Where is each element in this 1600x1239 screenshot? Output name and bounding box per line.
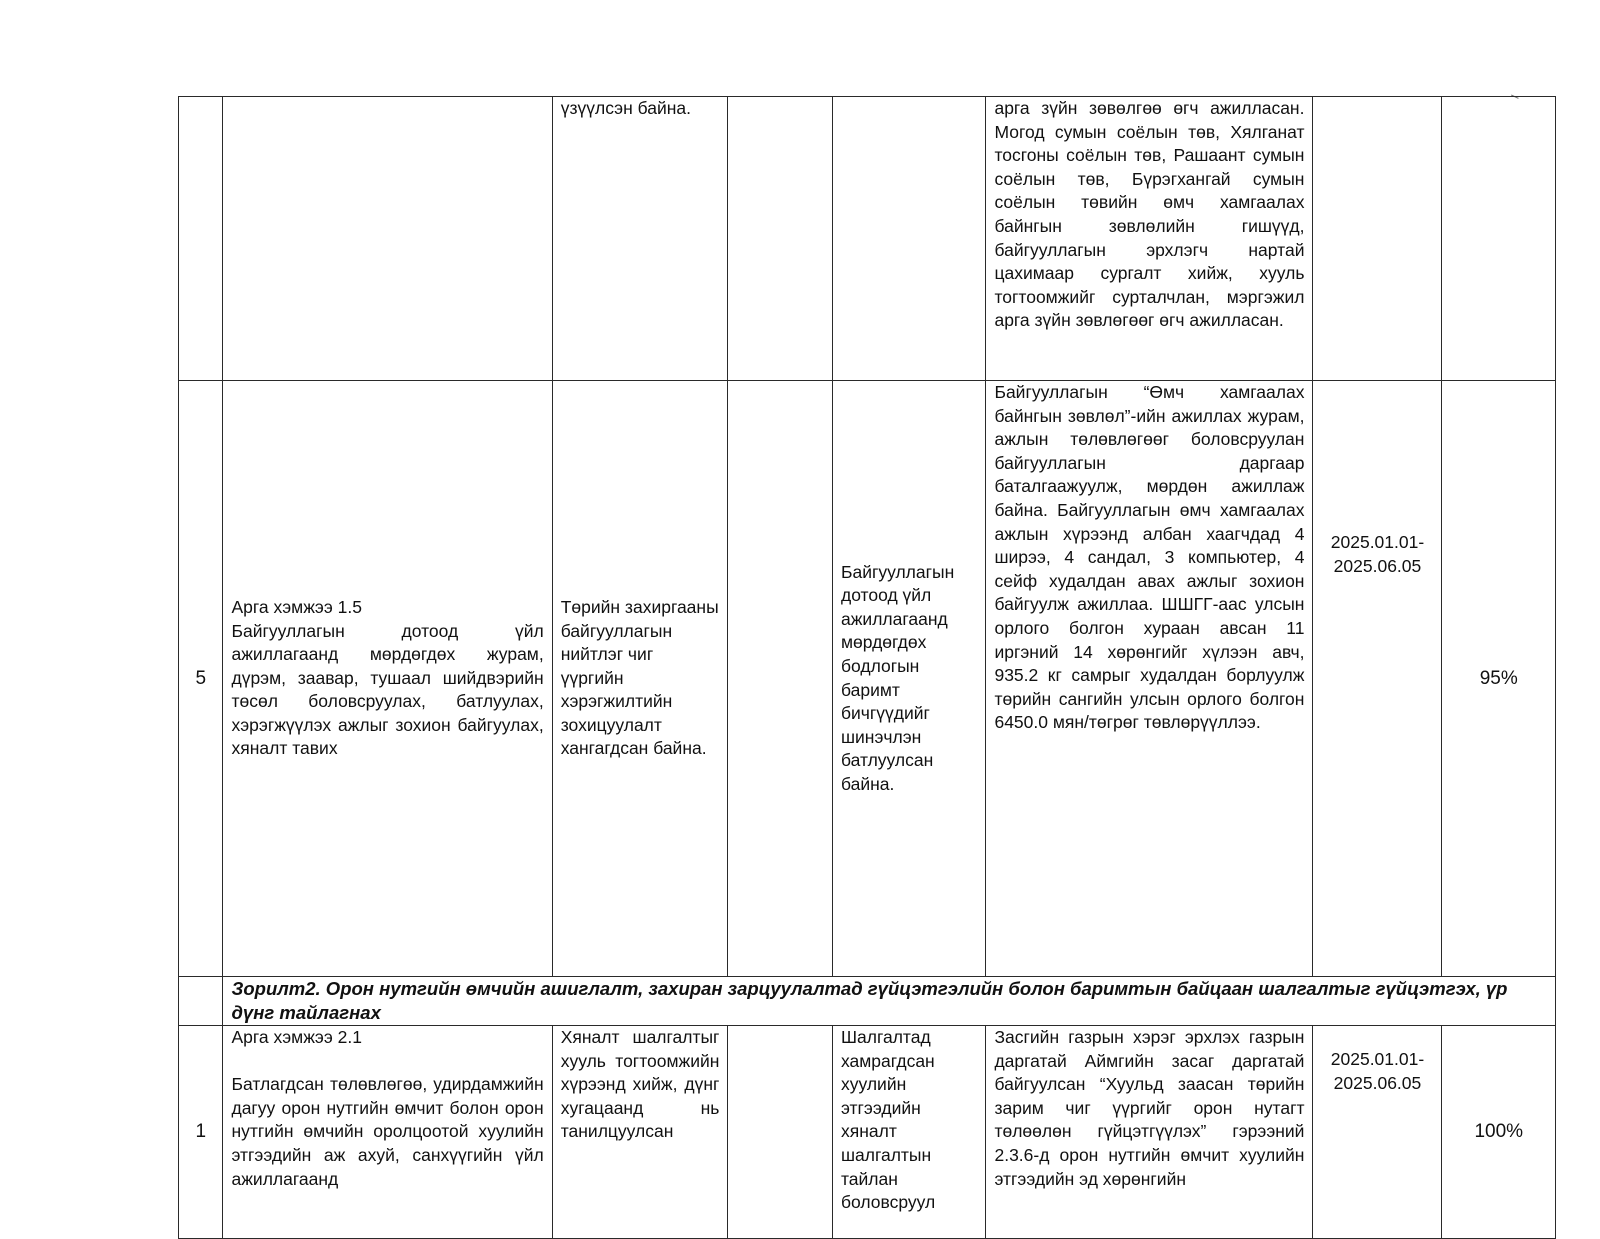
indicator-cell: Байгууллагын дотоод үйл ажиллагаанд мөрдөгдөх бодлогын баримт бичгүүдийг шинэчлэн батлуулсан байна.: [832, 381, 985, 977]
date-cell: 2025.01.01-2025.06.05: [1313, 381, 1442, 977]
result-cell: Засгийн газрын хэрэг эрхлэх газрын даргатай Аймгийн засаг даргатай байгуулсан “Хуульд заасан төрийн зарим чиг үүргийг орон нутагт төлөөлөн гүйцэтгүүлэх” гэрээний 2.3.6-д орон нутгийн өмчит хуулийн этгээдийн эд хөрөнгийн: [986, 1026, 1313, 1239]
action-description: Байгууллагын дотоод үйл ажиллагаанд мөрдөгдөх журам, дүрэм, заавар, тушаал шийдвэрийн төсөл боловсруулах, батлуулах, хэрэгжүүлэх ажлыг зохион байгуулах, хяналт тавих: [231, 620, 544, 759]
table-row-continued: [179, 97, 1556, 381]
blank-cell: [728, 381, 833, 977]
goal-2-heading: Зорилт2. Орон нутгийн өмчийн ашиглалт, захиран зарцуулалтад гүйцэтгэлийн болон баримтын байцаан шалгалтыг гүйцэтгэх, үр дүнг тайлагнах: [223, 977, 1556, 1026]
action-plan-report-table: [178, 96, 1556, 1239]
action-cell: [223, 381, 552, 977]
percent-cell: 95%: [1442, 381, 1556, 977]
indicator-cell: Шалгалтад хамрагдсан хуулийн этгээдийн хяналт шалгалтын тайлан боловсруул: [832, 1026, 985, 1239]
goal-number-cell: [179, 977, 223, 1026]
action-cell: [223, 97, 552, 381]
date-cell: [1313, 97, 1442, 381]
output-cell: Хяналт шалгалтыг хууль тогтоомжийн хүрээнд хийж, дүнг хугацаанд нь танилцуулсан: [552, 1026, 728, 1239]
date-cell: 2025.01.01-2025.06.05: [1313, 1026, 1442, 1239]
row-number-cell: 1: [179, 1026, 223, 1239]
action-description: Батлагдсан төлөвлөгөө, удирдамжийн дагуу орон нутгийн өмчит болон орон нутгийн өмчийн оролцоотой хуулийн этгээдийн аж ахуй, санхүүгийн үйл ажиллагаанд: [231, 1074, 544, 1189]
row-number-cell: [179, 97, 223, 381]
row-number-cell: 5: [179, 381, 223, 977]
action-title: Арга хэмжээ 1.5: [231, 596, 362, 617]
blank-cell: [728, 1026, 833, 1239]
action-title: Арга хэмжээ 2.1: [231, 1027, 362, 1047]
output-cell: үзүүлсэн байна.: [552, 97, 728, 381]
result-cell: Байгууллагын “Өмч хамгаалах байнгын зөвлөл”-ийн ажиллах журам, ажлын төлөвлөгөөг боловсруулан байгууллагын даргаар баталгаажуулж, мөрдөн ажиллаж байна. Байгууллагын өмч хамгаалах ажлын хүрээнд албан хаагчдад 4 ширээ, 4 сандал, 3 компьютер, 4 сейф худалдан авах ажлыг зохион байгуулж ажиллаа. ШШГГ-аас улсын орлого болгон хураан авсан 11 иргэний 14 хөрөнгийг хүлээн авч, 935.2 кг самрыг худалдан борлуулж төрийн сангийн улсын орлого болгон 6450.0 мян/төгрөг төвлөрүүллээ.: [986, 381, 1313, 977]
table-row-action-1-5: [179, 381, 1556, 977]
percent-cell: 100%: [1442, 1026, 1556, 1239]
result-cell: арга зүйн зөвөлгөө өгч ажилласан. Могод сумын соёлын төв, Хялганат тосгоны соёлын төв, Рашаант сумын соёлын төв, Бүрэгхангай сумын соёлын төвийн өмч хамгаалах байнгын зөвлөлийн гишүүд, байгууллагын эрхлэгч нартай цахимаар сургалт хийж, хууль тогтоомжийг сурталчлан, мэргэжил арга зүйн зөвлөгөөг өгч ажилласан.: [986, 97, 1313, 381]
percent-cell: [1442, 97, 1556, 381]
output-cell: Төрийн захиргааны байгууллагын нийтлэг чиг үүргийн хэрэгжилтийн зохицуулалт хангагдсан байна.: [552, 381, 728, 977]
action-cell: [223, 1026, 552, 1239]
indicator-cell: [832, 97, 985, 381]
table-row-action-2-1: [179, 1026, 1556, 1239]
spacer: [231, 1050, 543, 1074]
goal-row: [179, 977, 1556, 1026]
blank-cell: [728, 97, 833, 381]
